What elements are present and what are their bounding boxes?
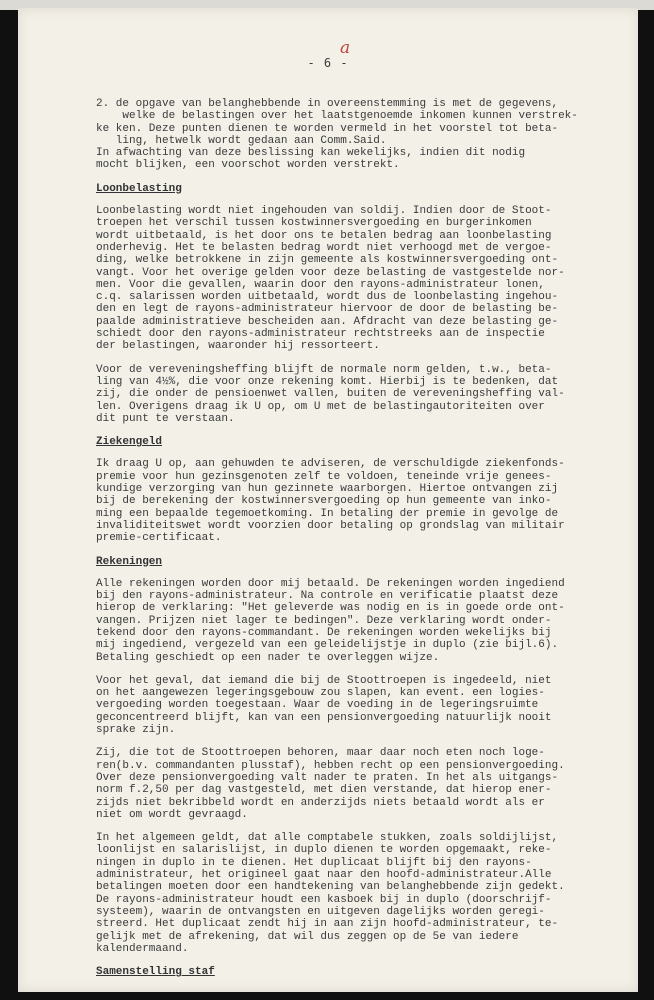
paragraph bbox=[96, 747, 631, 821]
paragraph bbox=[96, 578, 631, 664]
text-line: dit punt te verstaan. bbox=[96, 412, 235, 425]
text-line: Voor het geval, dat iemand die bij de Stoottroepen is ingedeeld, niet bbox=[96, 674, 552, 687]
text-line: onderhevig. Het te belasten bedrag wordt niet verhoogd met de vergoe- bbox=[96, 241, 552, 254]
text-line: ming een bepaalde tegemoetkoming. In betaling der premie in gevolge de bbox=[96, 507, 559, 520]
text-line: De rayons-administrateur houdt een kasboek bij in duplo (doorschrijf- bbox=[96, 893, 552, 906]
text-line: kundige verzorging van hun gezinnete waarborgen. Hiertoe ontvangen zij bbox=[96, 483, 559, 496]
text-line: sprake zijn. bbox=[96, 724, 176, 737]
text-line: vangt. Voor het overige gelden voor deze belasting de vastgestelde nor- bbox=[96, 266, 565, 279]
paragraph bbox=[96, 364, 631, 425]
text-line: systeem), waarin de ontvangsten en uitgeven dagelijks worden geregi- bbox=[96, 905, 545, 918]
text-line: mocht blijken, een voorschot worden verstrekt. bbox=[96, 159, 400, 172]
text-line: niet om wordt gevraagd. bbox=[96, 808, 248, 821]
text-line: paalde administratieve bescheiden aan. Afdracht van deze belasting ge- bbox=[96, 315, 559, 328]
paragraph bbox=[96, 205, 631, 353]
text-line: betalingen moeten door een handtekening van belanghebbende zijn gedekt. bbox=[96, 881, 565, 894]
text-line: ke ken. Deze punten dienen te worden vermeld in het voorstel tot beta- bbox=[96, 122, 559, 135]
text-line: ling, hetwelk wordt gedaan aan Comm.Said. bbox=[96, 134, 387, 147]
text-line: c.q. salarissen worden uitbetaald, wordt dus de loonbelasting ingehou- bbox=[96, 291, 559, 304]
text-line: Over deze pensionvergoeding valt nader te praten. In het als uitgangs- bbox=[96, 771, 559, 784]
text-line: ren(b.v. commandanten plusstaf), hebben recht op een pensionvergoeding. bbox=[96, 759, 565, 772]
text-line: loonlijst en salarislijst, in duplo dienen te worden opgemaakt, reke- bbox=[96, 844, 552, 857]
text-line: geconcentreerd blijft, kan van een pensionvergoeding natuurlijk nooit bbox=[96, 711, 552, 724]
text-line: streerd. Het duplicaat zendt hij in aan zijn hoofd-administrateur, te- bbox=[96, 918, 559, 931]
document-page bbox=[18, 8, 638, 992]
text-line: In afwachting van deze beslissing kan wekelijks, indien dit nodig bbox=[96, 147, 526, 160]
text-line: norm f.2,50 per dag vastgesteld, met dien verstande, dat hierop ener- bbox=[96, 784, 552, 797]
text-line: Zij, die tot de Stoottroepen behoren, maar daar noch eten noch loge- bbox=[96, 747, 545, 760]
text-line: Ik draag U op, aan gehuwden te adviseren, de verschuldigde ziekenfonds- bbox=[96, 458, 565, 471]
text-line: ling van 4½%, die voor onze rekening komt. Hierbij is te bedenken, dat bbox=[96, 375, 559, 388]
text-line: welke de belastingen over het laatstgenoemde inkomen kunnen verstrek- bbox=[96, 110, 578, 123]
text-line: vangen. Prijzen niet lager te bedingen". Deze verklaring wordt onder- bbox=[96, 614, 552, 627]
section-heading: Ziekengeld bbox=[96, 436, 163, 449]
text-line: kalendermaand. bbox=[96, 942, 189, 955]
text-line: den en legt de rayons-administrateur hiervoor de door de belasting be- bbox=[96, 303, 559, 316]
text-line: zij, die onder de pensioenwet vallen, buiten de vereveningsheffing val- bbox=[96, 388, 565, 401]
text-line: zijds niet bekribbeld wordt en anderzijds niets betaald wordt als er bbox=[96, 796, 545, 809]
text-line: ningen in duplo in te dienen. Het duplicaat blijft bij den rayons- bbox=[96, 856, 532, 869]
text-line: men. Voor die gevallen, waarin door den rayons-administrateur lonen, bbox=[96, 278, 545, 291]
text-line: premie voor hun gezinsgenoten zelf te voldoen, teneinde vrije genees- bbox=[96, 470, 552, 483]
section-heading: Loonbelasting bbox=[96, 182, 182, 195]
document-body bbox=[96, 98, 631, 988]
text-line: bij de berekening der kostwinnersvergoeding op hun gemeente van inko- bbox=[96, 495, 552, 508]
page-number: - 6 - bbox=[307, 56, 349, 70]
text-line: tekend door den rayons-commandant. De rekeningen worden wekelijks bij bbox=[96, 626, 552, 639]
text-line: mij ingediend, vergezeld van een geleidelijstje in duplo (zie bijl.6). bbox=[96, 639, 559, 652]
text-line: wordt uitbetaald, is het door ons te betalen bedrag aan loonbelasting bbox=[96, 229, 552, 242]
section-heading: Rekeningen bbox=[96, 555, 163, 568]
text-line: administrateur, het origineel gaat naar den hoofd-administrateur.Alle bbox=[96, 869, 552, 882]
handwritten-mark: a bbox=[340, 38, 351, 58]
text-line: gelijk met de afrekening, dat wil dus zeggen op de 5e van iedere bbox=[96, 930, 519, 943]
text-line: len. Overigens draag ik U op, om U met de belastingautoriteiten over bbox=[96, 400, 545, 413]
paragraph bbox=[96, 675, 631, 736]
text-line: der belastingen, waaronder hij ressorteert. bbox=[96, 340, 380, 353]
text-line: Betaling geschiedt op een nader te overleggen wijze. bbox=[96, 651, 440, 664]
text-line: schiedt door den rayons-administrateur rechtstreeks aan de inspectie bbox=[96, 328, 545, 341]
text-line: In het algemeen geldt, dat alle comptabele stukken, zoals soldijlijst, bbox=[96, 832, 559, 845]
text-line: Loonbelasting wordt niet ingehouden van soldij. Indien door de Stoot- bbox=[96, 205, 552, 218]
text-line: bij den rayons-administrateur. Na controle en verificatie plaatst deze bbox=[96, 590, 559, 603]
text-line: on het aangewezen legeringsgebouw zou slapen, kan event. een logies- bbox=[96, 687, 545, 700]
section-heading: Samenstelling staf bbox=[96, 966, 215, 979]
text-line: troepen het verschil tussen kostwinnersvergoeding en burgerinkomen bbox=[96, 217, 532, 230]
paragraph bbox=[96, 98, 631, 172]
paragraph bbox=[96, 832, 631, 955]
text-line: vergoeding worden toegestaan. Waar de voeding in de legeringsruimte bbox=[96, 699, 539, 712]
text-line: invaliditeitswet wordt voorzien door betaling op grondslag van militair bbox=[96, 519, 565, 532]
text-line: Voor de vereveningsheffing blijft de normale norm gelden, t.w., beta- bbox=[96, 363, 552, 376]
text-line: 2. de opgave van belanghebbende in overeenstemming is met de gegevens, bbox=[96, 98, 559, 110]
paragraph bbox=[96, 458, 631, 544]
text-line: hierop de verklaring: "Het geleverde was nodig en is in goede orde ont- bbox=[96, 602, 565, 615]
text-line: ding, welke betrokkene in zijn gemeente als kostwinnersvergoeding ont- bbox=[96, 254, 559, 267]
text-line: Alle rekeningen worden door mij betaald. De rekeningen worden ingediend bbox=[96, 577, 565, 590]
text-line: premie-certificaat. bbox=[96, 532, 222, 545]
